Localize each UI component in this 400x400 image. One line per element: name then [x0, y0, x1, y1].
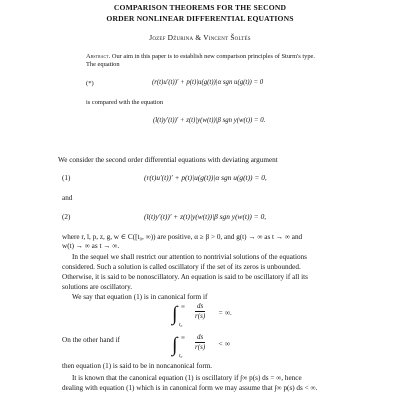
abstract-text: [86, 53, 326, 69]
paper-title-line-2: ORDER NONLINEAR DIFFERENTIAL EQUATIONS: [106, 14, 294, 23]
where-line-1: where r, l, p, z, g, w ∈ C([t₀, ∞)) are positive, α ≥ β > 0, and g(t) → ∞ as t → ∞ and: [62, 233, 303, 241]
fraction-denominator: r(s): [195, 343, 206, 351]
equation-1: (r(t)u′(t))′ + p(t)|u(g(t))|α sgn u(g(t)) = 0,: [144, 173, 267, 182]
fraction-numerator: ds: [197, 333, 204, 341]
integral-upper-limit: ∞: [181, 335, 185, 341]
sequel-line-4: solutions are oscillatory.: [62, 283, 132, 291]
fraction-noncanonical: [195, 333, 205, 352]
fraction-canonical: [195, 302, 205, 321]
paper-title-line-1: COMPARISON THEOREMS FOR THE SECOND: [113, 3, 287, 12]
authors: Jozef Džurina & Vincent Šoltés: [149, 33, 251, 42]
known-line-2: dealing with equation (1) which is in canonical form we may assume that ∫∞ p(s) ds < ∞.: [62, 384, 318, 392]
canonical-definition-text: We say that equation (1) is in canonical form if: [72, 293, 208, 301]
integral-sign: ∫: [172, 303, 178, 325]
integral-sign: ∫: [172, 334, 178, 356]
canonical-relation: = ∞.: [218, 308, 232, 317]
abstract-body: Our aim in this paper is to establish new comparison principles of Sturm's type. The equation: [86, 53, 315, 68]
integral-upper-limit: ∞: [181, 304, 185, 310]
equation-2-label: (2): [62, 213, 71, 221]
other-hand-text: On the other hand if: [62, 336, 120, 344]
abstract-compared-text: is compared with the equation: [86, 99, 164, 106]
where-line-2: w(t) → ∞ as t → ∞.: [62, 242, 120, 250]
and-text: and: [62, 194, 73, 202]
equation-2: (l(t)y′(t))′ + z(t)|y(w(t))|β sgn y(w(t)) = 0,: [144, 212, 267, 221]
abstract-equation-star: (r(t)u′(t))′ + p(t)|u(g(t))|α sgn u(g(t)) = 0: [152, 79, 264, 86]
abstract-equation-label: (*): [86, 80, 94, 87]
integral-lower-limit: t₀: [179, 353, 183, 359]
noncanonical-text: then equation (1) is said to be in noncanonical form.: [62, 362, 213, 370]
equation-1-label: (1): [62, 174, 71, 182]
sequel-line-2: considered. Such a solution is called oscillatory if the set of its zeros is unbounded.: [62, 263, 301, 271]
fraction-denominator: r(s): [195, 312, 206, 320]
sequel-line-1: In the sequel we shall restrict our attention to nontrivial solutions of the equations: [72, 253, 307, 261]
intro-paragraph: We consider the second order differential equations with deviating argument: [58, 156, 278, 164]
known-line-1: It is known that the canonical equation (1) is oscillatory if ∫∞ p(s) ds = ∞, hence: [72, 374, 302, 382]
sequel-line-3: Otherwise, it is said to be nonoscillatory. An equation is said to be oscillatory if all its: [62, 273, 308, 281]
integral-lower-limit: t₀: [179, 322, 183, 328]
abstract-equation-compare: (l(t)y′(t))′ + z(t)|y(w(t))|β sgn y(w(t)) = 0.: [153, 117, 266, 124]
fraction-numerator: ds: [197, 302, 204, 310]
abstract-head: Abstract.: [86, 53, 111, 60]
noncanonical-relation: < ∞: [218, 339, 231, 348]
